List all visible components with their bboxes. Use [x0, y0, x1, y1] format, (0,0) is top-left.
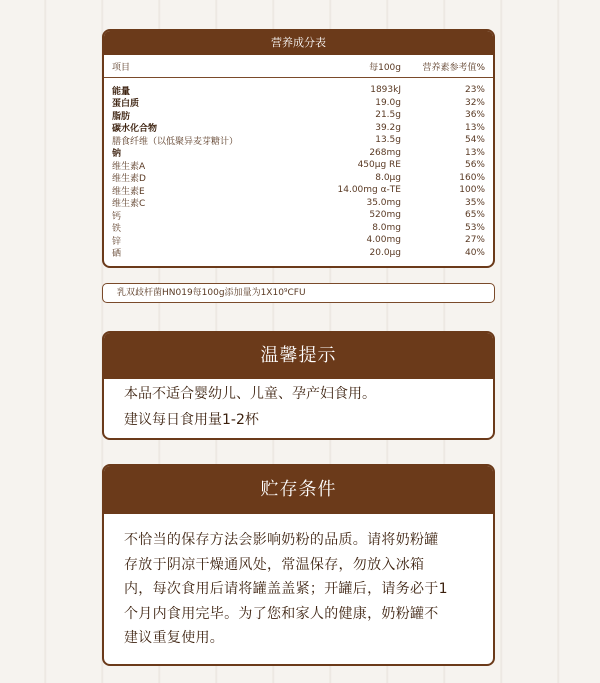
- nutrient-per-100g: 268mg: [369, 147, 401, 158]
- nutrition-row: [112, 84, 485, 97]
- nutrition-row: [112, 159, 485, 172]
- nutrient-nrv: 23%: [464, 85, 485, 96]
- column-header-per-100g: 每100g: [369, 62, 401, 73]
- nutrient-nrv: 53%: [464, 222, 485, 233]
- nutrient-name: 碳水化合物: [112, 124, 158, 135]
- tips-body: [104, 379, 493, 433]
- nutrient-nrv: 13%: [464, 147, 485, 158]
- storage-line: 内，每次食用后请将罐盖盖紧；开罐后，请务必于1: [124, 581, 448, 597]
- nutrient-name: 硒: [112, 249, 122, 260]
- nutrient-name: 钠: [112, 149, 122, 160]
- nutrient-per-100g: 35.0mg: [366, 197, 401, 208]
- nutrition-row: [112, 234, 485, 247]
- storage-title: 贮存条件: [104, 466, 493, 514]
- nutrient-nrv: 32%: [464, 97, 485, 108]
- storage-line: 不恰当的保存方法会影响奶粉的品质。请将奶粉罐: [124, 532, 439, 548]
- column-header-nrv: 营养素参考值%: [422, 62, 485, 73]
- column-header-item: 项目: [112, 62, 131, 73]
- nutrient-per-100g: 13.5g: [375, 135, 401, 146]
- storage-line: 个月内食用完毕。为了您和家人的健康，奶粉罐不: [124, 605, 439, 622]
- nutrient-name: 维生素E: [112, 186, 145, 197]
- nutrient-name: 钙: [112, 211, 122, 222]
- nutrient-nrv: 40%: [464, 247, 485, 258]
- nutrition-row: [112, 97, 485, 110]
- nutrient-name: 维生素A: [112, 161, 146, 172]
- nutrient-per-100g: 39.2g: [375, 122, 401, 133]
- nutrient-name: 维生素C: [112, 199, 146, 210]
- storage-line: 存放于阴凉干燥通风处，常温保存，勿放入冰箱: [124, 556, 425, 573]
- nutrient-name: 维生素D: [112, 174, 146, 185]
- nutrient-name: 铁: [112, 224, 122, 235]
- nutrient-nrv: 36%: [464, 110, 485, 121]
- nutrient-name: 脂肪: [112, 111, 131, 122]
- nutrient-nrv: 100%: [459, 185, 485, 196]
- nutrient-nrv: 27%: [464, 235, 485, 246]
- nutrient-nrv: 54%: [464, 135, 485, 146]
- nutrient-nrv: 160%: [459, 172, 485, 183]
- nutrient-nrv: 35%: [464, 197, 485, 208]
- nutrition-table-title: 营养成分表: [104, 31, 493, 55]
- storage-card: [102, 464, 495, 666]
- nutrition-row: [112, 247, 485, 260]
- nutrient-per-100g: 450μg RE: [357, 160, 401, 171]
- nutrition-row: [112, 147, 485, 160]
- nutrient-per-100g: 20.0μg: [369, 247, 401, 258]
- nutrient-name: 蛋白质: [112, 99, 140, 110]
- nutrition-row: [112, 209, 485, 222]
- nutrient-per-100g: 19.0g: [375, 97, 401, 108]
- nutrition-row: [112, 134, 485, 147]
- nutrient-name: 锌: [112, 236, 122, 247]
- nutrition-row: [112, 122, 485, 135]
- tips-line: 建议每日食用量1-2杯: [124, 412, 259, 428]
- nutrient-per-100g: 520mg: [369, 210, 401, 221]
- nutrient-per-100g: 4.00mg: [366, 235, 401, 246]
- tips-card: [102, 331, 495, 440]
- probiotic-note: 乳双歧杆菌HN019每100g添加量为1X10⁹CFU: [102, 283, 495, 303]
- nutrient-per-100g: 8.0mg: [372, 222, 401, 233]
- nutrient-nrv: 56%: [464, 160, 485, 171]
- nutrition-rows: [104, 78, 493, 259]
- nutrition-row: [112, 184, 485, 197]
- nutrient-per-100g: 1893kJ: [370, 85, 401, 96]
- storage-line: 建议重复使用。: [124, 630, 225, 646]
- nutrient-per-100g: 21.5g: [375, 110, 401, 121]
- nutrition-row: [112, 172, 485, 185]
- tips-line: 本品不适合婴幼儿、儿童、孕产妇食用。: [124, 386, 376, 402]
- nutrient-per-100g: 14.00mg α-TE: [337, 185, 401, 196]
- nutrition-table: [102, 29, 495, 268]
- nutrition-row: [112, 222, 485, 235]
- nutrition-column-headers: [104, 55, 493, 78]
- nutrient-nrv: 13%: [464, 122, 485, 133]
- nutrient-per-100g: 8.0μg: [375, 172, 401, 183]
- nutrition-row: [112, 197, 485, 210]
- storage-body: [104, 514, 493, 651]
- nutrient-name: 能量: [112, 86, 131, 97]
- nutrient-nrv: 65%: [464, 210, 485, 221]
- nutrient-name: 膳食纤维（以低聚异麦芽糖计）: [112, 136, 239, 147]
- nutrition-row: [112, 109, 485, 122]
- tips-title: 温馨提示: [104, 333, 493, 379]
